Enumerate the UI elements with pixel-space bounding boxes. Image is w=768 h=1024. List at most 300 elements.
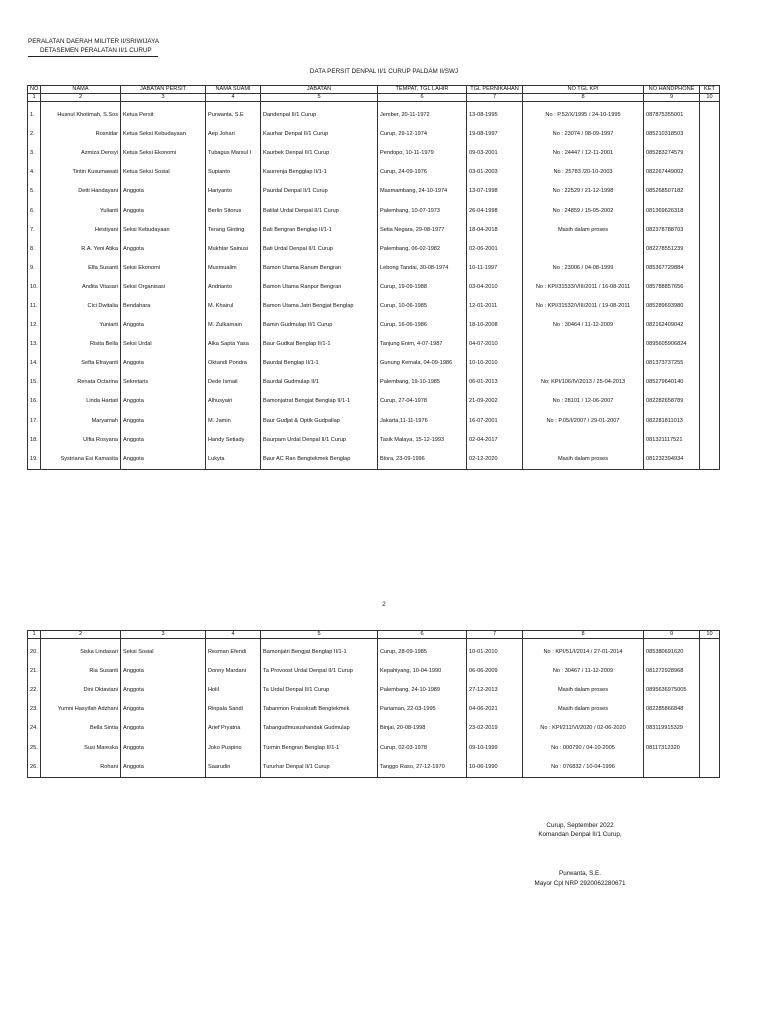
cell-jabatan: Bamonjatri Bengjat Benglap II/1-1 [261, 643, 378, 662]
column-header-9: NO HANDPHONE [644, 86, 700, 94]
cell-jabatan: Paurdal Denpal II/1 Curup [261, 182, 378, 201]
cell-nama: Bella Sintia [41, 719, 121, 738]
table-header-row [28, 86, 720, 94]
cell-nama: Yuniarti [41, 316, 121, 335]
cell-ket [700, 240, 720, 259]
cell-nama-suami: Purwanta, S.E [206, 106, 261, 125]
cell-nama-suami: Resman Efendi [206, 643, 261, 662]
cell-nama-suami: Tubagus Marsul I [206, 144, 261, 163]
cell-nama: Ulfia Rosyana [41, 431, 121, 450]
cell-nama: Rosnidar [41, 125, 121, 144]
cell-no: 15. [28, 373, 41, 392]
table-row [28, 278, 720, 297]
cell-jabatan-persit: Anggota [121, 201, 206, 220]
column-number-1: 1 [28, 631, 41, 639]
cell-ket [700, 278, 720, 297]
cell-nama-suami: Handy Setiady [206, 431, 261, 450]
cell-nama: Linda Hartati [41, 392, 121, 411]
persit-table-page-1 [27, 85, 720, 470]
cell-jabatan: Baurpam Urdal Denpal II/1 Curup [261, 431, 378, 450]
cell-hp: 085380691620 [644, 643, 700, 662]
column-number-5: 5 [261, 631, 378, 639]
table-row [28, 163, 720, 182]
cell-jabatan: Bati Urdal Denpal II/1 Curup [261, 240, 378, 259]
cell-nama-suami: Hariyanto [206, 182, 261, 201]
cell-ket [700, 144, 720, 163]
cell-jabatan-persit: Anggota [121, 681, 206, 700]
cell-hp: 085289693980 [644, 297, 700, 316]
cell-kpi [523, 240, 644, 259]
cell-nama: R.A. Yeni Atika [41, 240, 121, 259]
cell-nama: Detti Handayani [41, 182, 121, 201]
column-number-7: 7 [467, 631, 523, 639]
column-header-10: KET [700, 86, 720, 94]
cell-kpi: Masih dalam proses [523, 700, 644, 719]
cell-tgl-nikah: 18-04-2018 [467, 221, 523, 240]
cell-no: 17. [28, 412, 41, 431]
cell-no: 26. [28, 758, 41, 778]
cell-tgl-nikah: 03-04-2010 [467, 278, 523, 297]
cell-nama: Cici Dwitalia [41, 297, 121, 316]
cell-no: 18. [28, 431, 41, 450]
cell-tgl-nikah: 04-07-2010 [467, 335, 523, 354]
cell-tgl-nikah: 21-09-2002 [467, 392, 523, 411]
column-number-1: 1 [28, 94, 41, 102]
cell-nama: Dini Oktaviani [41, 681, 121, 700]
signature-rank-nrp: Mayor Cpl NRP 2920062280671 [534, 880, 626, 887]
column-number-2: 2 [41, 631, 121, 639]
cell-ttl: Jember, 20-11-1972 [378, 106, 467, 125]
cell-nama: Risita Bella [41, 335, 121, 354]
cell-kpi: No : P.52/X/1995 / 24-10-1995 [523, 106, 644, 125]
cell-hp: 085268507182 [644, 182, 700, 201]
cell-hp [644, 758, 700, 778]
cell-jabatan: Baurdal Benglap II/1-1 [261, 354, 378, 373]
cell-kpi: No : KPI/211/VI/2020 / 02-06-2020 [523, 719, 644, 738]
cell-no: 16. [28, 392, 41, 411]
cell-nama: Elfa Susanti [41, 259, 121, 278]
cell-nama-suami: Holil [206, 681, 261, 700]
cell-tgl-nikah: 16-07-2001 [467, 412, 523, 431]
cell-jabatan-persit: Seksi Urdal [121, 335, 206, 354]
table-row [28, 316, 720, 335]
cell-nama-suami: Lukyta [206, 450, 261, 470]
cell-jabatan: Ta Provoost Urdal Denpal II/1 Curup [261, 662, 378, 681]
cell-ket [700, 681, 720, 700]
column-number-9: 9 [644, 94, 700, 102]
cell-jabatan-persit: Anggota [121, 738, 206, 757]
cell-hp: 081272928968 [644, 662, 700, 681]
cell-no: 12. [28, 316, 41, 335]
cell-nama: Husnul Khotimah, S.Sos [41, 106, 121, 125]
column-number-8: 8 [523, 94, 644, 102]
cell-nama-suami: Supianto [206, 163, 261, 182]
cell-ket [700, 201, 720, 220]
cell-hp: 082162409042 [644, 316, 700, 335]
cell-hp: 081373737255 [644, 354, 700, 373]
table-row [28, 412, 720, 431]
cell-nama-suami: Alka Sapta Yasa [206, 335, 261, 354]
table-row [28, 681, 720, 700]
cell-ket [700, 662, 720, 681]
cell-tgl-nikah: 06-06-2009 [467, 662, 523, 681]
cell-nama: Sefta Efrayanti [41, 354, 121, 373]
cell-ttl: Tanjung Enim, 4-07-1987 [378, 335, 467, 354]
cell-nama: Yumni Hasyifah Adzhani [41, 700, 121, 719]
cell-ket [700, 316, 720, 335]
cell-nama-suami: Joko Puspino [206, 738, 261, 757]
column-header-7: TGL PERNIKAHAN [467, 86, 523, 94]
cell-nama: Siska Lindasari [41, 643, 121, 662]
column-number-3: 3 [121, 94, 206, 102]
cell-jabatan: Tururhar Denpal II/1 Curup [261, 758, 378, 778]
cell-nama: Tintin Kusumawati [41, 163, 121, 182]
column-number-4: 4 [206, 631, 261, 639]
cell-hp: 082285866848 [644, 700, 700, 719]
column-header-3: JABATAN PERSIT [121, 86, 206, 94]
header-line-2: DETASEMEN PERALATAN II/1 CURUP [28, 46, 158, 57]
cell-jabatan-persit: Ketua Seksi Sosial [121, 163, 206, 182]
cell-ket [700, 758, 720, 778]
column-number-10: 10 [700, 94, 720, 102]
cell-jabatan: Baurdal Gudmulap II/1 [261, 373, 378, 392]
cell-ket [700, 221, 720, 240]
cell-kpi [523, 431, 644, 450]
column-header-5: JABATAN [261, 86, 378, 94]
cell-tgl-nikah: 23-02-2019 [467, 719, 523, 738]
table-row [28, 240, 720, 259]
header-line-1: PERALATAN DAERAH MILITER II/SRIWIJAYA [28, 38, 160, 45]
column-header-6: TEMPAT, TGL LAHIR [378, 86, 467, 94]
cell-hp: 085283274579 [644, 144, 700, 163]
cell-ttl: Curup, 27-04-1978 [378, 392, 467, 411]
table-row [28, 719, 720, 738]
cell-jabatan-persit: Anggota [121, 182, 206, 201]
cell-jabatan: Bamon Utama Ranum Bengran [261, 259, 378, 278]
column-number-row [28, 631, 720, 639]
cell-tgl-nikah: 02-06-2001 [467, 240, 523, 259]
cell-ttl: Kepahiyang, 10-04-1990 [378, 662, 467, 681]
cell-nama-suami: Donny Mardani [206, 662, 261, 681]
column-number-10: 10 [700, 631, 720, 639]
table-row [28, 221, 720, 240]
cell-jabatan: Bamin Gudmulap II/1 Curup [261, 316, 378, 335]
cell-nama: Ria Susanti [41, 662, 121, 681]
cell-kpi: No : 25783 /20-10-2003 [523, 163, 644, 182]
cell-jabatan: Bamonjatrat Bengjat Benglap II/1-1 [261, 392, 378, 411]
cell-tgl-nikah: 02-12-2020 [467, 450, 523, 470]
cell-ttl: Curup, 24-09-1976 [378, 163, 467, 182]
cell-nama-suami: Musmualim [206, 259, 261, 278]
cell-nama-suami: Arief Pryatna [206, 719, 261, 738]
cell-kpi: No : 28101 / 12-06-2007 [523, 392, 644, 411]
cell-ttl: Curup, 28-09-1985 [378, 643, 467, 662]
cell-kpi: Masih dalam proses [523, 450, 644, 470]
document-header [28, 37, 159, 57]
column-number-7: 7 [467, 94, 523, 102]
cell-ket [700, 412, 720, 431]
cell-jabatan-persit: Anggota [121, 450, 206, 470]
table-row [28, 373, 720, 392]
cell-tgl-nikah: 13-08-1995 [467, 106, 523, 125]
table-row [28, 125, 720, 144]
cell-no: 9. [28, 259, 41, 278]
table-row [28, 700, 720, 719]
cell-ket [700, 259, 720, 278]
cell-kpi: No : 23006 / 04-08-1999 [523, 259, 644, 278]
cell-nama-suami: Alhusyairi [206, 392, 261, 411]
cell-jabatan-persit: Anggota [121, 662, 206, 681]
cell-ttl: Binjai, 20-08-1998 [378, 719, 467, 738]
table-row [28, 758, 720, 778]
cell-jabatan: Batilat Urdal Denpal II/1 Curup [261, 201, 378, 220]
table-row [28, 182, 720, 201]
cell-hp: 085788857656 [644, 278, 700, 297]
cell-jabatan: Bamon Utama Ranpur Bengran [261, 278, 378, 297]
cell-no: 25. [28, 738, 41, 757]
cell-kpi [523, 335, 644, 354]
cell-tgl-nikah: 10-11-1997 [467, 259, 523, 278]
cell-nama-suami: Dede Ismail [206, 373, 261, 392]
cell-no: 4. [28, 163, 41, 182]
cell-jabatan-persit: Sekretaris [121, 373, 206, 392]
cell-nama-suami: Aep Johari [206, 125, 261, 144]
cell-hp: 085279640140 [644, 373, 700, 392]
cell-jabatan: Baur Gudkai Benglap II/1-1 [261, 335, 378, 354]
cell-nama: Hestiyani [41, 221, 121, 240]
cell-nama-suami: Saarudin [206, 758, 261, 778]
cell-nama: Susi Mareska [41, 738, 121, 757]
table-row [28, 297, 720, 316]
cell-no: 6. [28, 201, 41, 220]
cell-ttl: Curup, 10-06-1985 [378, 297, 467, 316]
cell-no: 10. [28, 278, 41, 297]
cell-ttl: Pendopo, 10-11-1979 [378, 144, 467, 163]
cell-no: 13. [28, 335, 41, 354]
cell-ket [700, 738, 720, 757]
cell-kpi: Masih dalam proses [523, 221, 644, 240]
column-number-5: 5 [261, 94, 378, 102]
cell-jabatan: Tabangudmusushandak Gudmulap [261, 719, 378, 738]
table-row [28, 662, 720, 681]
cell-no: 24. [28, 719, 41, 738]
cell-tgl-nikah: 10-10-2010 [467, 354, 523, 373]
cell-nama: Yulianti [41, 201, 121, 220]
table-row [28, 335, 720, 354]
column-number-6: 6 [378, 94, 467, 102]
cell-hp: 08117312320 [644, 738, 700, 757]
cell-nama-suami: M. Zulkarnain [206, 316, 261, 335]
cell-jabatan-persit: Bendahara [121, 297, 206, 316]
cell-tgl-nikah: 09-10-1999 [467, 738, 523, 757]
column-header-4: NAMA SUAMI [206, 86, 261, 94]
column-header-1: NO [28, 86, 41, 94]
cell-jabatan: Bamon Utama Jatri Bengjat Benglap [261, 297, 378, 316]
column-number-4: 4 [206, 94, 261, 102]
cell-ttl: Curup, 02-03-1978 [378, 738, 467, 757]
cell-nama-suami: Oktandi Pondra [206, 354, 261, 373]
cell-kpi: No : KPI/51/I/2014 / 27-01-2014 [523, 643, 644, 662]
cell-no: 2. [28, 125, 41, 144]
cell-jabatan-persit: Anggota [121, 719, 206, 738]
cell-jabatan-persit: Anggota [121, 431, 206, 450]
column-number-9: 9 [644, 631, 700, 639]
cell-ket [700, 163, 720, 182]
persit-table-page-2 [27, 630, 720, 778]
column-number-8: 8 [523, 631, 644, 639]
cell-tgl-nikah: 26-04-1998 [467, 201, 523, 220]
cell-kpi: No : 22529 / 21-12-1998 [523, 182, 644, 201]
cell-nama: Azmiza Densyi [41, 144, 121, 163]
cell-ttl: Curup, 16-06-1986 [378, 316, 467, 335]
cell-no: 7. [28, 221, 41, 240]
cell-kpi: No : 076832 / 10-04-1996 [523, 758, 644, 778]
document-title: DATA PERSIT DENPAL II/1 CURUP PALDAM II/SWJ [309, 68, 459, 75]
cell-nama-suami: Mukhtar Sainusi [206, 240, 261, 259]
column-number-6: 6 [378, 631, 467, 639]
cell-hp: 081369626318 [644, 201, 700, 220]
cell-nama: Systriana Esi Kamasita [41, 450, 121, 470]
cell-ket [700, 297, 720, 316]
table-row [28, 450, 720, 470]
cell-jabatan-persit: Anggota [121, 412, 206, 431]
cell-hp: 0895636975005 [644, 681, 700, 700]
table-row [28, 392, 720, 411]
cell-jabatan-persit: Seksi Kebudayaan [121, 221, 206, 240]
cell-kpi: No : 000790 / 04-10-2005 [523, 738, 644, 757]
cell-nama: Andita Vitasari [41, 278, 121, 297]
cell-jabatan-persit: Anggota [121, 758, 206, 778]
cell-no: 14. [28, 354, 41, 373]
cell-tgl-nikah: 18-10-2008 [467, 316, 523, 335]
cell-jabatan: Kaurbek Denpal II/1 Curup [261, 144, 378, 163]
cell-jabatan-persit: Anggota [121, 354, 206, 373]
cell-jabatan: Tabanmon Fraisskraft Bengtekmek [261, 700, 378, 719]
cell-no: 22. [28, 681, 41, 700]
cell-ket [700, 431, 720, 450]
cell-hp: 082278551239 [644, 240, 700, 259]
column-header-2: NAMA [41, 86, 121, 94]
cell-jabatan-persit: Anggota [121, 240, 206, 259]
signature-name: Purwanta, S.E. [559, 870, 601, 877]
cell-jabatan-persit: Ketua Persit [121, 106, 206, 125]
cell-ket [700, 106, 720, 125]
table-row [28, 144, 720, 163]
cell-tgl-nikah: 04-06-2021 [467, 700, 523, 719]
cell-jabatan: Kaurrenja Bengglap II/1-1 [261, 163, 378, 182]
cell-jabatan: Baur AC Ran Bengtekmek Benglap [261, 450, 378, 470]
cell-ttl: Curup, 29-12-1974 [378, 125, 467, 144]
cell-kpi: No : 24859 / 15-05-2002 [523, 201, 644, 220]
cell-no: 19. [28, 450, 41, 470]
cell-tgl-nikah: 10-01-2010 [467, 643, 523, 662]
cell-ttl: Gunung Kemala, 04-09-1986 [378, 354, 467, 373]
cell-no: 1. [28, 106, 41, 125]
cell-kpi: No : KPI/31533/VIII/2011 / 16-08-2011 [523, 278, 644, 297]
table-row [28, 259, 720, 278]
cell-ttl: Tanggo Raso, 27-12-1970 [378, 758, 467, 778]
cell-ket [700, 700, 720, 719]
cell-nama-suami: M. Jamin [206, 412, 261, 431]
cell-no: 20. [28, 643, 41, 662]
cell-ttl: Pariaman, 22-03-1995 [378, 700, 467, 719]
cell-nama-suami: M. Khairul [206, 297, 261, 316]
signature-place-date: Curup, September 2022 [546, 822, 614, 829]
cell-kpi: No : KPI/31532/VIII/2011 / 19-08-2011 [523, 297, 644, 316]
cell-hp: 081232394934 [644, 450, 700, 470]
cell-ket [700, 719, 720, 738]
cell-ket [700, 125, 720, 144]
cell-ket [700, 643, 720, 662]
cell-nama-suami: Berlin Sitorus [206, 201, 261, 220]
cell-tgl-nikah: 27-12-2013 [467, 681, 523, 700]
table-row [28, 643, 720, 662]
cell-ttl: Palembang, 10-07-1973 [378, 201, 467, 220]
cell-hp: 082281811013 [644, 412, 700, 431]
page-number: 2 [382, 601, 386, 608]
cell-jabatan: Ta Urdal Denpal II/1 Curup [261, 681, 378, 700]
cell-jabatan: Baur Gudjat & Optik Gudpallap [261, 412, 378, 431]
cell-no: 21. [28, 662, 41, 681]
cell-nama-suami: Andrianto [206, 278, 261, 297]
cell-ket [700, 354, 720, 373]
cell-ttl: Lebong Tandai, 30-08-1974 [378, 259, 467, 278]
cell-hp: 082267449002 [644, 163, 700, 182]
cell-kpi: No : P.05/I/2007 / 29-01-2007 [523, 412, 644, 431]
cell-ttl: Palembang, 24-10-1989 [378, 681, 467, 700]
column-header-8: NO TGL KPI [523, 86, 644, 94]
cell-ttl: Tasik Malaya, 15-12-1993 [378, 431, 467, 450]
cell-jabatan: Bati Bengran Benglap II/1-1 [261, 221, 378, 240]
cell-hp: 0895605906824 [644, 335, 700, 354]
column-number-row [28, 94, 720, 102]
cell-no: 23. [28, 700, 41, 719]
cell-hp: 085367729884 [644, 259, 700, 278]
cell-jabatan-persit: Anggota [121, 700, 206, 719]
cell-kpi: No: KPI/106/IV/2013 / 25-04-2013 [523, 373, 644, 392]
table-row [28, 201, 720, 220]
cell-jabatan-persit: Anggota [121, 392, 206, 411]
cell-tgl-nikah: 09-03-2001 [467, 144, 523, 163]
cell-ttl: Jakarta,11-11-1976 [378, 412, 467, 431]
cell-no: 5. [28, 182, 41, 201]
cell-ttl: Curup, 19-09-1988 [378, 278, 467, 297]
cell-jabatan-persit: Seksi Sosial [121, 643, 206, 662]
cell-kpi: No : 30464 / 11-12-2009 [523, 316, 644, 335]
cell-tgl-nikah: 19-08-1997 [467, 125, 523, 144]
cell-ttl: Masmambang, 24-10-1974 [378, 182, 467, 201]
cell-tgl-nikah: 13-07-1998 [467, 182, 523, 201]
cell-kpi: No : 30467 / 11-12-2009 [523, 662, 644, 681]
table-row [28, 431, 720, 450]
cell-jabatan-persit: Ketua Seksi Ekonomi [121, 144, 206, 163]
cell-jabatan: Dandenpal II/1 Curup [261, 106, 378, 125]
cell-ttl: Blora, 23-09-1996 [378, 450, 467, 470]
cell-hp: 085210318503 [644, 125, 700, 144]
column-number-2: 2 [41, 94, 121, 102]
cell-ttl: Palembang, 06-02-1982 [378, 240, 467, 259]
cell-hp: 082282658789 [644, 392, 700, 411]
cell-hp: 083119915329 [644, 719, 700, 738]
column-number-3: 3 [121, 631, 206, 639]
cell-tgl-nikah: 02-04-2017 [467, 431, 523, 450]
cell-kpi [523, 354, 644, 373]
cell-ket [700, 182, 720, 201]
cell-nama-suami: Terang Ginting [206, 221, 261, 240]
cell-jabatan-persit: Anggota [121, 316, 206, 335]
cell-hp: 081321117521 [644, 431, 700, 450]
table-row [28, 354, 720, 373]
